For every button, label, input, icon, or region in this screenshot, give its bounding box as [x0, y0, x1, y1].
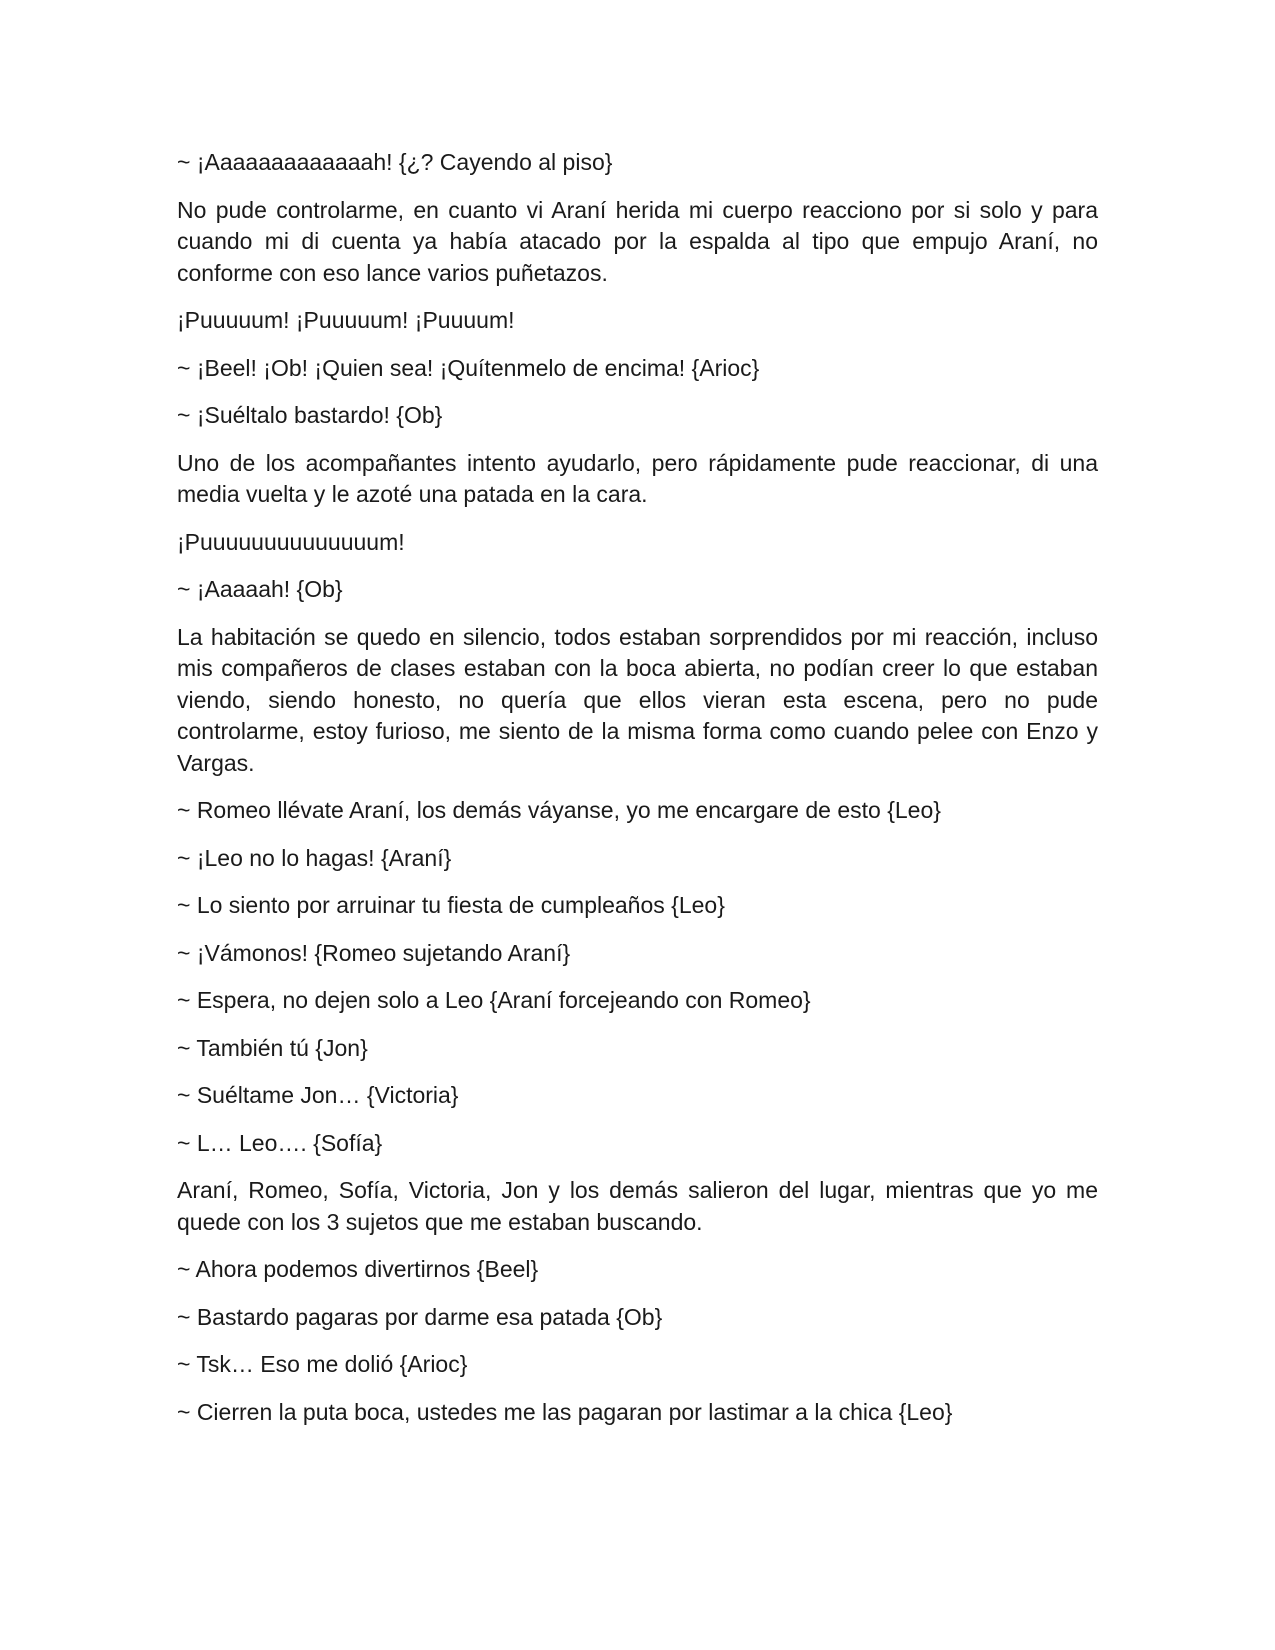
dialogue-line: ~ Lo siento por arruinar tu fiesta de cumpleaños {Leo} [177, 892, 725, 918]
dialogue-line: ~ Tsk… Eso me dolió {Arioc} [177, 1351, 468, 1377]
narration-paragraph: No pude controlarme, en cuanto vi Araní herida mi cuerpo reacciono por si solo y para cuando mi di cuenta ya había atacado por la espalda al tipo que empujo Araní, no conforme con eso lance varios puñetazos. [177, 196, 1098, 286]
narration-paragraph: La habitación se quedo en silencio, todos estaban sorprendidos por mi reacción, incluso mis compañeros de clases estaban con la boca abierta, no podían creer lo que estaban viendo, siendo honesto, no quería que ellos vieran esta escena, pero no pude controlarme, estoy furioso, me siento de la misma forma como cuando pelee con Enzo y Vargas. [177, 623, 1098, 776]
dialogue-line: ~ Espera, no dejen solo a Leo {Araní forcejeando con Romeo} [177, 987, 811, 1013]
dialogue-line: ~ Bastardo pagaras por darme esa patada {Ob} [177, 1303, 663, 1330]
dialogue-line: ~ ¡Beel! ¡Ob! ¡Quien sea! ¡Quítenmelo de encima! {Arioc} [177, 354, 760, 381]
dialogue-line: ~ También tú {Jon} [177, 1034, 368, 1061]
dialogue-line: ~ ¡Aaaaah! {Ob} [177, 576, 343, 602]
dialogue-line: ~ Suéltame Jon… {Victoria} [177, 1082, 459, 1108]
narration-paragraph: Araní, Romeo, Sofía, Victoria, Jon y los demás salieron del lugar, mientras que yo me quede con los 3 sujetos que me estaban buscando. [177, 1177, 1098, 1235]
dialogue-line: ~ Romeo llévate Araní, los demás váyanse, yo me encargare de esto {Leo} [177, 797, 941, 823]
dialogue-line: ~ Ahora podemos divertirnos {Beel} [177, 1256, 539, 1282]
sound-effect-line: ¡Puuuuum! ¡Puuuuum! ¡Puuuum! [177, 307, 515, 333]
document-body [177, 147, 1098, 1444]
dialogue-line: ~ L… Leo…. {Sofía} [177, 1129, 383, 1156]
dialogue-line: ~ ¡Leo no lo hagas! {Araní} [177, 844, 452, 871]
sound-effect-line: ¡Puuuuuuuuuuuuuum! [177, 528, 405, 555]
dialogue-line: ~ ¡Vámonos! {Romeo sujetando Araní} [177, 939, 571, 966]
narration-paragraph: Uno de los acompañantes intento ayudarlo, pero rápidamente pude reaccionar, di una media vuelta y le azoté una patada en la cara. [177, 449, 1098, 507]
dialogue-line: ~ ¡Suéltalo bastardo! {Ob} [177, 402, 443, 428]
dialogue-line: ~ ¡Aaaaaaaaaaaaah! {¿? Cayendo al piso} [177, 149, 613, 175]
dialogue-line: ~ Cierren la puta boca, ustedes me las pagaran por lastimar a la chica {Leo} [177, 1398, 953, 1425]
